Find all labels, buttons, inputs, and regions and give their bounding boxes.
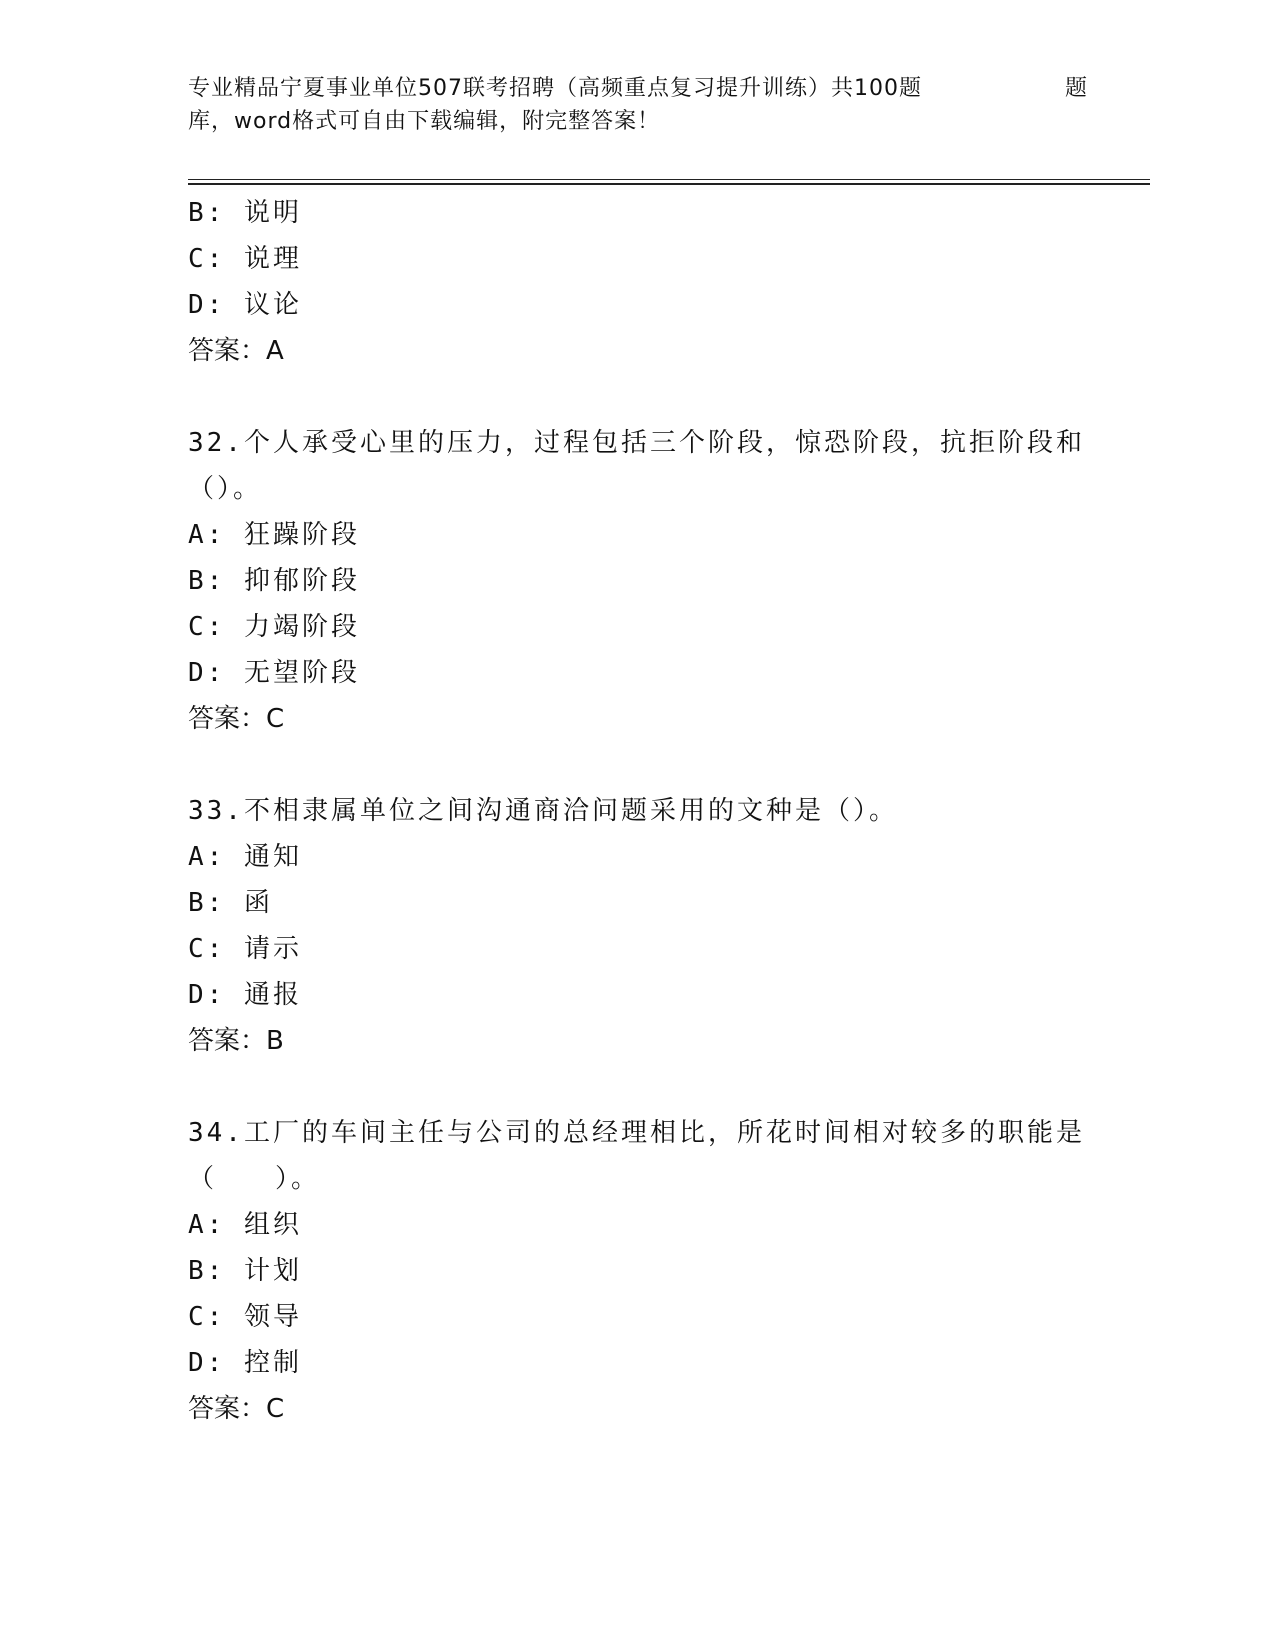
- option-d: D: 议论: [188, 290, 302, 320]
- option-d: D: 无望阶段: [188, 658, 360, 688]
- answer-line: 答案：B: [188, 1026, 284, 1056]
- answer-line: 答案：C: [188, 1394, 285, 1424]
- option-c: C: 领导: [188, 1302, 302, 1332]
- question-33: [188, 788, 1088, 1064]
- option-b: B: 抑郁阶段: [188, 566, 360, 596]
- option-b: B: 函: [188, 888, 273, 918]
- document-body: [188, 190, 1088, 1478]
- answer-line: 答案：C: [188, 704, 285, 734]
- header-line-2: 库，word格式可自由下载编辑，附完整答案！: [188, 109, 661, 134]
- header-line-1: [188, 72, 1088, 105]
- option-a: A: 组织: [188, 1210, 302, 1240]
- question-34: [188, 1110, 1088, 1432]
- document-header: [188, 72, 1088, 138]
- option-a: A: 通知: [188, 842, 302, 872]
- question-stem-cont: （ ）。: [188, 1164, 321, 1194]
- question-stem-cont: （）。: [188, 474, 263, 504]
- option-b: B: 说明: [188, 198, 302, 228]
- header-rule-thin: [188, 179, 1150, 180]
- question-stem: 34.工厂的车间主任与公司的总经理相比，所花时间相对较多的职能是: [188, 1118, 1085, 1148]
- header-title: 专业精品宁夏事业单位507联考招聘（高频重点复习提升训练）共100题: [188, 76, 922, 101]
- question-32: [188, 420, 1088, 742]
- option-b: B: 计划: [188, 1256, 302, 1286]
- header-rule-thick: [188, 183, 1150, 185]
- question-31-tail: [188, 190, 1088, 374]
- header-title-tail: 题: [1064, 76, 1088, 101]
- question-stem: 33.不相隶属单位之间沟通商洽问题采用的文种是（）。: [188, 796, 898, 826]
- option-c: C: 说理: [188, 244, 302, 274]
- option-d: D: 通报: [188, 980, 302, 1010]
- option-a: A: 狂躁阶段: [188, 520, 360, 550]
- option-c: C: 力竭阶段: [188, 612, 360, 642]
- option-d: D: 控制: [188, 1348, 302, 1378]
- question-stem: 32.个人承受心里的压力，过程包括三个阶段，惊恐阶段，抗拒阶段和: [188, 428, 1085, 458]
- answer-line: 答案：A: [188, 336, 284, 366]
- option-c: C: 请示: [188, 934, 302, 964]
